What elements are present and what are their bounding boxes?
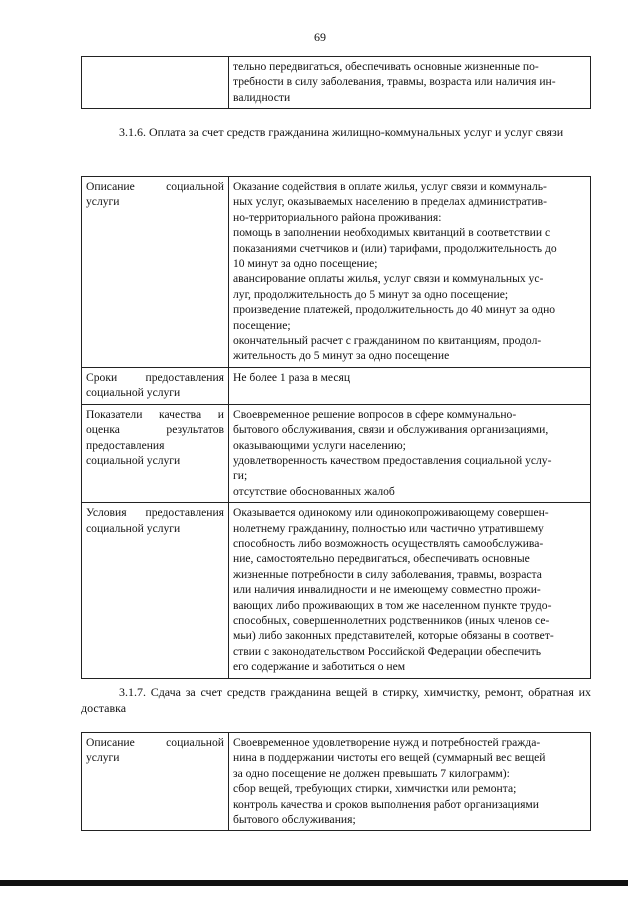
value-line: вающих либо проживающих в том же населенном пункте трудо- (233, 598, 552, 612)
value-line: сбор вещей, требующих стирки, химчистки или ремонта; (233, 782, 517, 796)
value-line: мьи) либо законных представителей, которые обязаны в соответ- (233, 629, 554, 643)
row-label (82, 57, 229, 109)
value-line: авансирование оплаты жилья, услуг связи и коммунальных ус- (233, 272, 544, 286)
value-line: жительность до 5 минут за одно посещение (233, 349, 450, 363)
section-heading-3-1-6: 3.1.6. Оплата за счет средств гражданина жилищно-коммунальных услуг и услуг связи (119, 125, 564, 139)
value-line: ствии с законодательством Российской Федерации обеспечить (233, 644, 541, 658)
row-label: Описание социальной услуги (82, 177, 229, 368)
value-line: отсутствие обоснованных жалоб (233, 484, 395, 498)
value-line: или наличия инвалидности и не имеющему совместно прожи- (233, 583, 541, 597)
table-row (82, 404, 591, 502)
value-line: Своевременное удовлетворение нужд и потребностей гражда- (233, 736, 541, 749)
table-row (82, 367, 591, 404)
value-line: посещение; (233, 318, 291, 332)
page-number: 69 (314, 30, 326, 44)
value-line: бытового обслуживания; (233, 813, 356, 827)
value-line: способность либо возможность осуществлять самообслужива- (233, 536, 544, 550)
value-line: нина в поддержании чистоты его вещей (суммарный вес вещей (233, 751, 546, 765)
value-line: ги; (233, 469, 248, 483)
row-value (229, 57, 591, 109)
value-line: за одно посещение не должен превышать 7 килограмм): (233, 766, 510, 780)
value-line: произведение платежей, продолжительность до 40 минут за одно (233, 303, 556, 317)
value-line: тельно передвигаться, обеспечивать основные жизненные по- (233, 60, 539, 73)
value-line: ных услуг, оказываемых населению в пределах административ- (233, 195, 547, 209)
value-line: Оказывается одинокому или одинокопроживающему совершен- (233, 506, 549, 520)
table-row (82, 177, 591, 368)
value-line: показаниями счетчиков и (или) тарифами, продолжительность до (233, 241, 557, 255)
row-value (229, 367, 591, 404)
table-row (82, 57, 591, 109)
row-value (229, 177, 591, 368)
value-line: но-территориального района проживания: (233, 210, 442, 224)
row-value (229, 503, 591, 678)
row-value (229, 733, 591, 831)
row-value (229, 404, 591, 502)
value-line: окончательный расчет с гражданином по квитанциям, продол- (233, 334, 542, 348)
value-line: 10 минут за одно посещение; (233, 257, 378, 271)
value-line: жизненные потребности в силу заболевания, травмы, возраста (233, 567, 542, 581)
service-table-3-1-7 (81, 732, 591, 831)
value-line: помощь в заполнении необходимых квитанций в соответствии с (233, 226, 551, 240)
value-line: требности в силу заболевания, травмы, возраста или наличия ин- (233, 75, 556, 89)
service-table-3-1-6 (81, 176, 591, 679)
row-label: Описание социальной услуги (82, 733, 229, 831)
value-line: луг, продолжительность до 5 минут за одно посещение; (233, 287, 509, 301)
value-line: Своевременное решение вопросов в сфере коммунально- (233, 407, 517, 421)
value-line: способных, совершеннолетних родственников (иных членов се- (233, 613, 550, 627)
row-label: Условия предоставления социальной услуги (82, 503, 229, 678)
value-line: оказывающими услуги населению; (233, 438, 406, 452)
value-spacer (233, 385, 586, 400)
table-row (82, 503, 591, 678)
value-line: Не более 1 раза в месяц (233, 370, 351, 384)
value-line: ние, самостоятельно передвигаться, обеспечивать основные (233, 552, 530, 566)
value-line: бытового обслуживания, связи и обслуживания организациями, (233, 423, 549, 437)
value-line: контроль качества и сроков выполнения работ организациями (233, 797, 539, 811)
value-line: его содержание и заботиться о нем (233, 660, 406, 674)
value-line: нолетнему гражданину, полностью или частично утратившему (233, 521, 544, 535)
row-label: Сроки предоставления социальной услуги (82, 367, 229, 404)
table-row (82, 733, 591, 831)
section-heading-3-1-7: 3.1.7. Сдача за счет средств гражданина вещей в стирку, химчистку, ремонт, обратная их доставка (81, 685, 591, 715)
value-line: валидности (233, 90, 291, 104)
value-line: Оказание содействия в оплате жилья, услуг связи и коммуналь- (233, 180, 547, 193)
value-line: удовлетворенность качеством предоставления социальной услу- (233, 453, 552, 467)
bottom-scan-border (0, 880, 628, 886)
row-label: Показатели качества и оценка результатов предоставления социальной услуги (82, 404, 229, 502)
continued-services-table (81, 56, 591, 109)
